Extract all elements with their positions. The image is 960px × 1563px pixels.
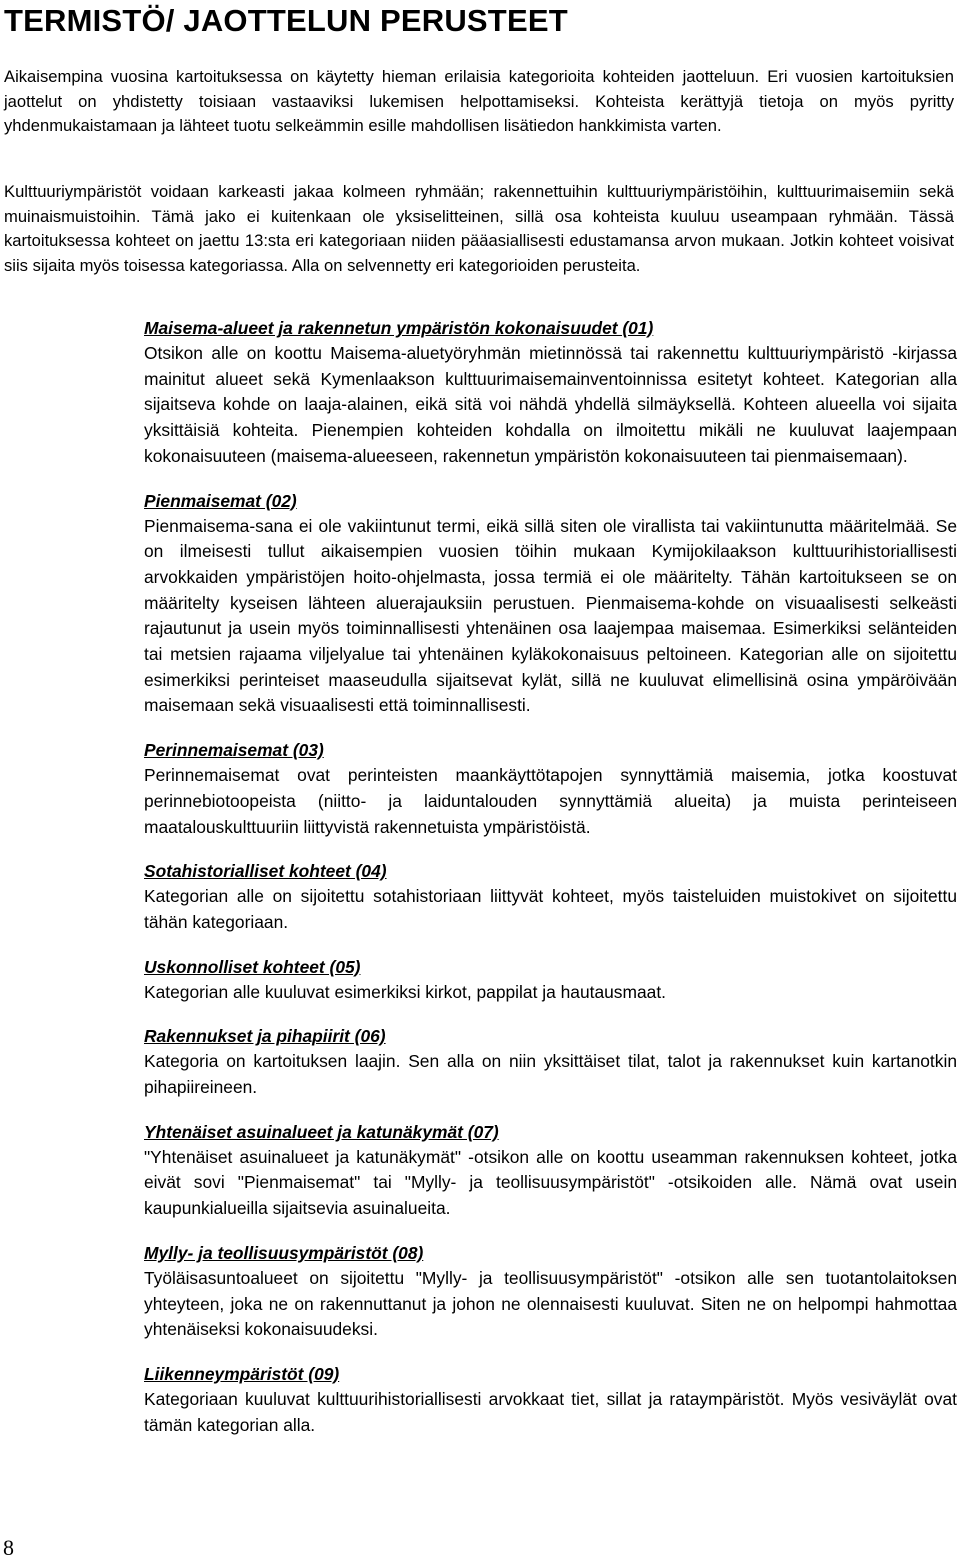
category-heading: Pienmaisemat (02) (144, 490, 297, 511)
category-section-01 (144, 316, 957, 470)
category-description: Työläisasuntoalueet on sijoitettu "Mylly- ja teollisuusympäristöt" -otsikon alle sen tuotantolaitoksen yhteyteen, joka ne on rakennuttanut ja johon ne olennaisesti kuuluvat. Siten ne on helpompi hahmottaa yhtenäiseksi kokonaisuudeksi. (144, 1267, 957, 1340)
category-heading: Mylly- ja teollisuusympäristöt (08) (144, 1242, 424, 1263)
category-heading: Uskonnolliset kohteet (05) (144, 956, 361, 977)
category-heading: Rakennukset ja pihapiirit (06) (144, 1026, 386, 1047)
category-section-04 (144, 859, 957, 935)
category-description: "Yhtenäiset asuinalueet ja katunäkymät" -otsikon alle on koottu useamman rakennuksen kohteet, jotka eivät sovi "Pienmaisemat" tai "Mylly- ja teollisuusympäristöt" -otsikoiden alle. Nämä ovat usein kaupunkialueilla sijaitsevia asuinalueita. (144, 1146, 957, 1219)
category-section-02 (144, 489, 957, 720)
page-number: 8 (3, 1535, 14, 1560)
category-description: Pienmaisema-sana ei ole vakiintunut termi, eikä sillä siten ole virallista tai vakiintunutta määritelmää. Se on ilmeisesti tullut aikaisempien vuosien töihin mukaan Kymijokilaakson kulttuurihistoriallisesti arvokkaiden ympäristöjen hoito-ohjelmasta, jossa termiä ei ole määritelty. Tähän kartoitukseen se on määritelty kyseisen lähteen aluerajauksiin perustuen. Pienmaisema-kohde on visuaalisesti selkeästi rajautunut ja usein myös toiminnallisesti yhtenäinen osa laajempaa maisemaa. Esimerkiksi selänteiden tai metsien rajaama viljelyalue tai yhtenäinen kyläkokonaisuus peltoineen. Kategorian alle on sijoitettu esimerkiksi perinteiset maaseudulla sijaitsevat kylät, sillä ne kuuluvat elimellisinä osina ympäröivään maisemaan sekä visuaalisesti että toiminnallisesti. (144, 515, 957, 716)
page-title: TERMISTÖ/ JAOTTELUN PERUSTEET (4, 3, 568, 38)
category-description: Kategoriaan kuuluvat kulttuurihistoriallisesti arvokkaat tiet, sillat ja rataympäristöt. Myös vesiväylät ovat tämän kategorian alla. (144, 1388, 957, 1435)
category-description: Kategorian alle on sijoitettu sotahistoriaan liittyvät kohteet, myös taisteluiden muistokivet on sijoitettu tähän kategoriaan. (144, 886, 957, 932)
category-section-09 (144, 1362, 957, 1438)
category-heading: Sotahistorialliset kohteet (04) (144, 861, 387, 882)
category-section-07 (144, 1120, 957, 1222)
category-heading: Liikenneympäristöt (09) (144, 1363, 340, 1384)
category-section-05 (144, 955, 957, 1006)
category-section-03 (144, 738, 957, 840)
category-section-06 (144, 1024, 957, 1100)
category-heading: Perinnemaisemat (03) (144, 740, 324, 761)
category-heading: Maisema-alueet ja rakennetun ympäristön kokonaisuudet (01) (144, 318, 654, 338)
intro-paragraph-2: Kulttuuriympäristöt voidaan karkeasti jakaa kolmeen ryhmään; rakennettuihin kulttuuriympäristöihin, kulttuurimaisemiin sekä muinaismuistoihin. Tämä jako ei kuitenkaan ole yksiselitteinen, sillä osa kohteista kuuluu useampaan ryhmään. Tässä kartoituksessa kohteet on jaettu 13:sta eri kategoriaan niiden pääasiallisesti edustamansa arvon mukaan. Jotkin kohteet voisivat siis sijaita myös toisessa kategoriassa. Alla on selvennetty eri kategorioiden perusteita. (4, 182, 954, 275)
category-description: Perinnemaisemat ovat perinteisten maankäyttötapojen synnyttämiä maisemia, jotka koostuvat perinnebiotoopeista (niitto- ja laiduntalouden synnyttämiä alueita) ja muista perinteiseen maatalouskulttuuriin liittyvistä rakennetuista ympäristöistä. (144, 765, 957, 837)
category-section-08 (144, 1241, 957, 1343)
category-list (144, 316, 957, 1457)
category-heading: Yhtenäiset asuinalueet ja katunäkymät (07) (144, 1121, 499, 1142)
intro-paragraph-1: Aikaisempina vuosina kartoituksessa on käytetty hieman erilaisia kategorioita kohteiden jaotteluun. Eri vuosien kartoituksien jaottelut on yhdistetty toisiaan vastaaviksi lukemisen helpottamiseksi. Kohteista kerättyjä tietoja on myös pyritty yhdenmukaistamaan ja lähteet tuotu selkeämmin esille mahdollisen lisätiedon hankkimista varten. (4, 67, 954, 136)
category-description: Kategorian alle kuuluvat esimerkiksi kirkot, pappilat ja hautausmaat. (144, 981, 666, 1002)
category-description: Otsikon alle on koottu Maisema-aluetyöryhmän mietinnössä tai rakennettu kulttuuriympäristö -kirjassa mainitut alueet sekä Kymenlaakson kulttuurimaisemainventoinnissa esitetyt kohteet. Kategorian alla sijaitseva kohde on laaja-alainen, eikä sitä voi nähdä yhdellä silmäyksellä. Kohteen alueella voi sijaita yksittäisiä kohteita. Pienempien kohteiden kohdalla on ilmoitettu mikäli ne kuuluvat laajempaan kokonaisuuteen (maisema-alueeseen, rakennetun ympäristön kokonaisuuteen tai pienmaisemaan). (144, 343, 957, 466)
category-description: Kategoria on kartoituksen laajin. Sen alla on niin yksittäiset tilat, talot ja rakennukset kuin kartanotkin pihapiireineen. (144, 1051, 957, 1098)
